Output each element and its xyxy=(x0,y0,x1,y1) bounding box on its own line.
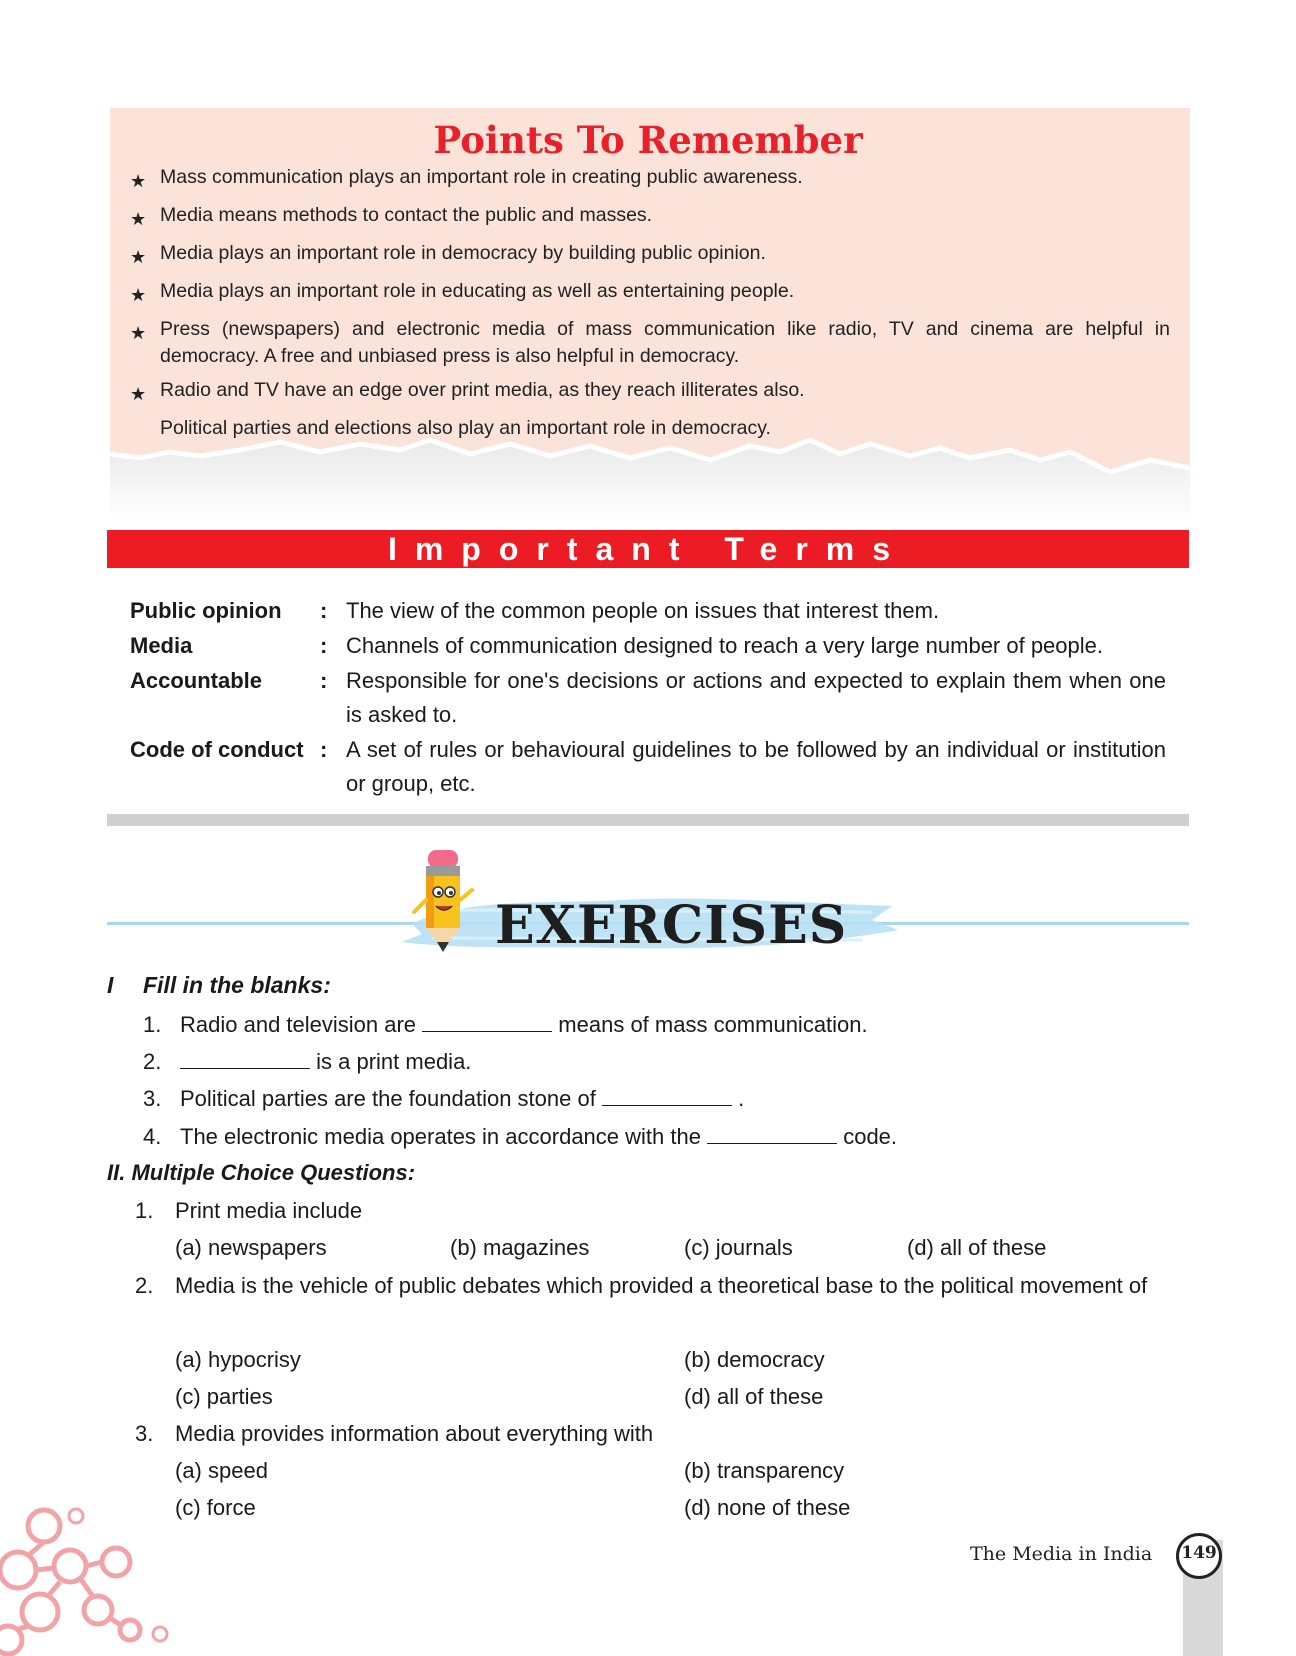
section-divider xyxy=(107,814,1189,826)
list-item: Political parties and elections also play an important role in democracy. xyxy=(160,417,771,439)
mcq-option[interactable]: (d) none of these xyxy=(684,1495,851,1520)
page-number: 149 xyxy=(1181,1543,1217,1563)
question-number: 2. xyxy=(143,1049,162,1074)
term-row xyxy=(130,594,1166,628)
mcq-option[interactable]: (c) parties xyxy=(175,1384,273,1409)
mcq-option[interactable]: (a) newspapers xyxy=(175,1235,327,1260)
star-icon: ★ xyxy=(130,209,147,229)
pencil-mascot-icon xyxy=(410,850,480,960)
mcq-option[interactable]: (b) transparency xyxy=(684,1458,845,1483)
term-definition: Channels of communication designed to reach a very large number of people. xyxy=(346,633,1104,658)
term-colon: : xyxy=(320,668,328,693)
question-text: Print media include xyxy=(175,1198,363,1223)
fill-blank-question xyxy=(143,1122,897,1152)
molecule-decoration-icon xyxy=(0,1500,180,1656)
term-definition: A set of rules or behavioural guidelines to be followed by an individual or institution or group, etc. xyxy=(346,737,1166,796)
question-text: . xyxy=(738,1086,745,1111)
question-number: 1. xyxy=(143,1012,162,1037)
list-item: ★ Media plays an important role in democracy by building public opinion. xyxy=(130,240,1170,271)
terms-list xyxy=(130,594,1166,802)
term-name: Accountable xyxy=(130,668,263,693)
question-text: Media provides information about everything with xyxy=(175,1421,654,1446)
answer-blank[interactable] xyxy=(707,1125,837,1144)
question-text: means of mass communication. xyxy=(558,1012,868,1037)
list-item: ★ Mass communication plays an important role in creating public awareness. xyxy=(130,164,1170,195)
question-text: Political parties are the foundation stone of xyxy=(180,1086,596,1111)
question-text: Media is the vehicle of public debates which provided a theoretical base to the political movement of xyxy=(175,1273,1148,1298)
term-name: Media xyxy=(130,633,193,658)
term-name: Code of conduct xyxy=(130,737,304,762)
star-icon: ★ xyxy=(130,247,147,267)
list-item: ★ Media means methods to contact the public and masses. xyxy=(130,202,1170,233)
section-heading: Fill in the blanks: xyxy=(143,972,331,998)
question-text: is a print media. xyxy=(316,1049,472,1074)
term-row xyxy=(130,733,1166,801)
mcq-option[interactable]: (a) hypocrisy xyxy=(175,1347,301,1372)
mcq-question xyxy=(135,1416,1195,1452)
fill-blank-question xyxy=(143,1084,744,1114)
chapter-title: The Media in India xyxy=(970,1543,1153,1565)
star-icon: ★ xyxy=(130,323,147,343)
term-row xyxy=(130,664,1166,732)
answer-blank[interactable] xyxy=(422,1013,552,1032)
term-colon: : xyxy=(320,598,328,623)
section-heading: II. Multiple Choice Questions: xyxy=(107,1160,416,1185)
exercises-title: EXERCISES xyxy=(495,895,848,956)
term-name: Public opinion xyxy=(130,598,282,623)
points-to-remember-title: Points To Remember xyxy=(433,118,863,162)
question-number: 3. xyxy=(143,1086,162,1111)
fill-blank-question xyxy=(143,1047,471,1077)
question-number: 1. xyxy=(135,1198,154,1223)
list-item: ★ Press (newspapers) and electronic media of mass communication like radio, TV and cinema are helpful in democracy. A free and unbiased press is also helpful in democracy. xyxy=(130,318,1170,367)
list-item: ★ Radio and TV have an edge over print media, as they reach illiterates also. xyxy=(130,377,1170,408)
mcq-option[interactable]: (b) democracy xyxy=(684,1347,825,1372)
answer-blank[interactable] xyxy=(180,1050,310,1069)
star-icon: ★ xyxy=(130,384,147,404)
star-icon: ★ xyxy=(130,285,147,305)
question-number: 2. xyxy=(135,1273,154,1298)
question-text: code. xyxy=(843,1124,898,1149)
mcq-option[interactable]: (c) force xyxy=(175,1495,256,1520)
term-row xyxy=(130,629,1166,663)
mcq-option[interactable]: (d) all of these xyxy=(907,1235,1047,1260)
question-number: 3. xyxy=(135,1421,154,1446)
mcq-question xyxy=(135,1268,1195,1304)
term-definition: The view of the common people on issues that interest them. xyxy=(346,598,940,623)
term-colon: : xyxy=(320,633,328,658)
list-item: ★ Media plays an important role in educating as well as entertaining people. xyxy=(130,278,1170,309)
question-text: Radio and television are xyxy=(180,1012,417,1037)
answer-blank[interactable] xyxy=(602,1087,732,1106)
points-list xyxy=(130,164,1170,449)
mcq-option[interactable]: (c) journals xyxy=(684,1235,793,1260)
mcq-option[interactable]: (d) all of these xyxy=(684,1384,824,1409)
section-number: I xyxy=(107,972,114,998)
mcq-question xyxy=(135,1193,1195,1229)
star-icon: ★ xyxy=(130,171,147,191)
mcq-option[interactable]: (b) magazines xyxy=(450,1235,590,1260)
term-definition: Responsible for one's decisions or actions and expected to explain them when one is asked to. xyxy=(346,668,1166,727)
question-number: 4. xyxy=(143,1124,162,1149)
important-terms-title: Important Terms xyxy=(387,531,909,567)
question-text: The electronic media operates in accordance with the xyxy=(180,1124,701,1149)
term-colon: : xyxy=(320,737,328,762)
fill-blank-question xyxy=(143,1010,868,1040)
mcq-option[interactable]: (a) speed xyxy=(175,1458,268,1483)
